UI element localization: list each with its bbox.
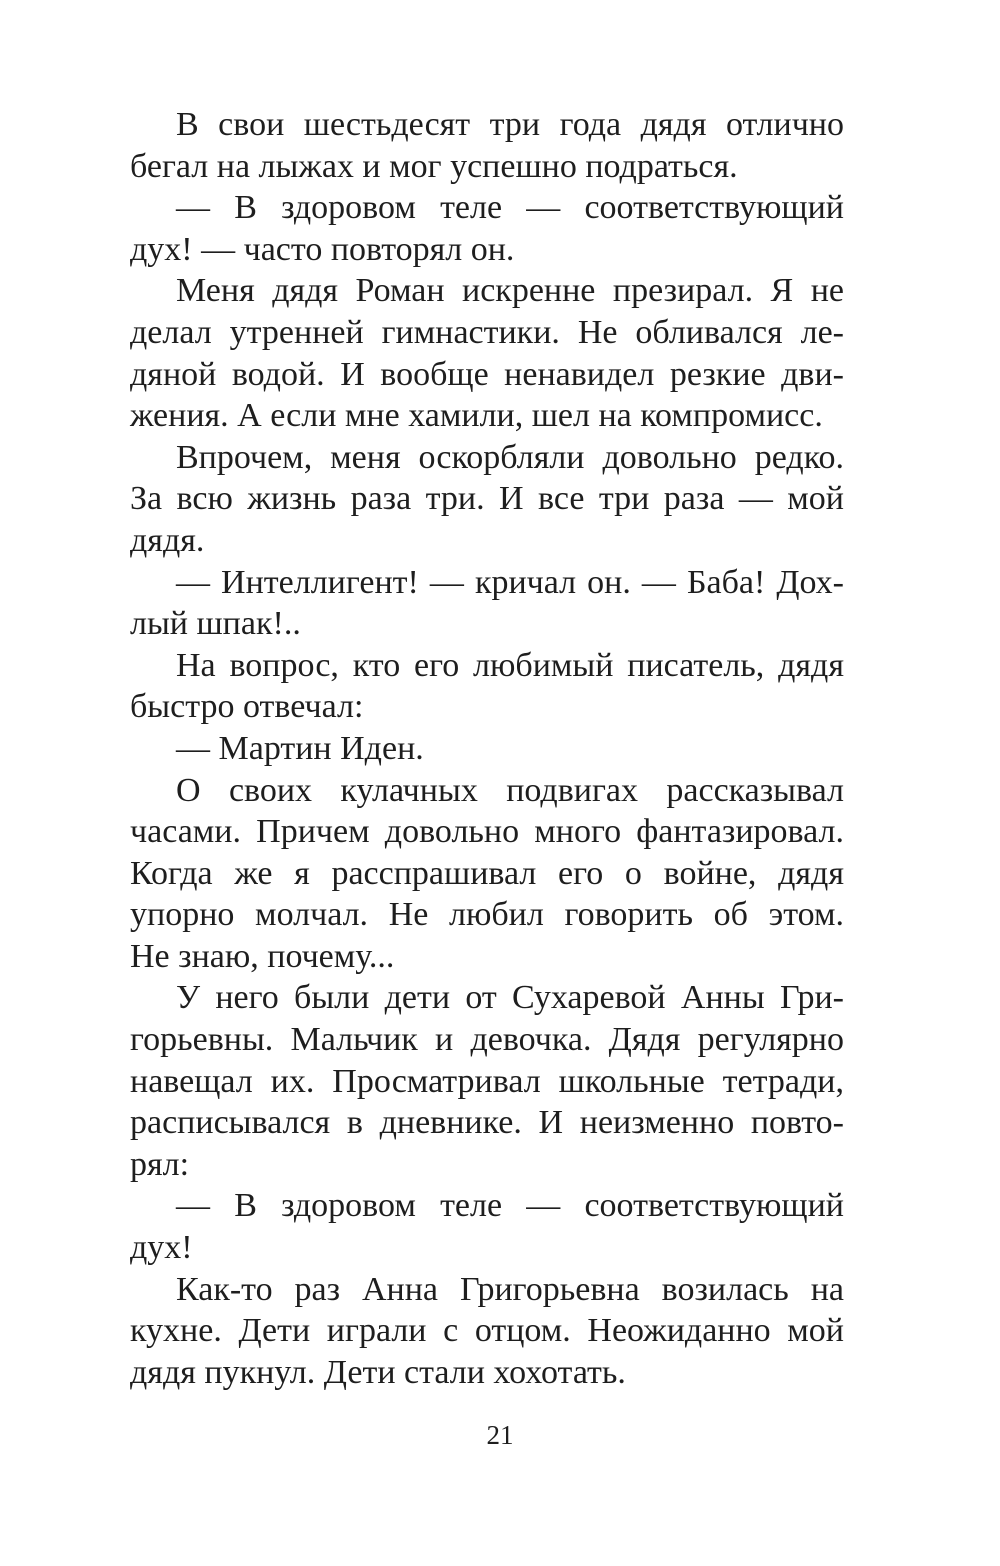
text-line: Не знаю, почему...: [130, 937, 395, 975]
text-line: О своих кулачных подвигах рассказывал: [176, 771, 844, 809]
text-line: делал утренней гимнастики. Не обливался ле-: [130, 313, 844, 351]
text-line: — Интеллигент! — кричал он. — Баба! Дох-: [176, 563, 844, 601]
text-line: бегал на лыжах и мог успешно подраться.: [130, 147, 738, 185]
text-line: Меня дядя Роман искренне презирал. Я не: [176, 272, 844, 310]
text-line: упорно молчал. Не любил говорить об этом.: [130, 896, 844, 934]
text-line: лый шпак!..: [130, 605, 301, 643]
text-line: В свои шестьдесят три года дядя отлично: [176, 106, 844, 143]
text-line: рял:: [130, 1145, 190, 1183]
text-line: У него были дети от Сухаревой Анны Гри-: [176, 979, 844, 1017]
text-line: Как-то раз Анна Григорьевна возилась на: [176, 1270, 844, 1308]
text-line: дух!: [130, 1229, 193, 1267]
text-line: жения. А если мне хамили, шел на компромисс.: [130, 397, 823, 435]
text-line: навещал их. Просматривал школьные тетради,: [130, 1062, 844, 1100]
text-line: — В здоровом теле — соответствующий: [176, 189, 844, 227]
text-line: — Мартин Иден.: [176, 729, 424, 767]
text-line: На вопрос, кто его любимый писатель, дядя: [176, 646, 844, 684]
text-line: часами. Причем довольно много фантазировал.: [130, 813, 844, 851]
text-line: дяной водой. И вообще ненавидел резкие дви-: [130, 355, 844, 393]
body-text: [130, 104, 844, 1393]
text-line: расписывался в дневнике. И неизменно повто-: [130, 1104, 844, 1142]
text-line: горьевны. Мальчик и девочка. Дядя регулярно: [130, 1021, 844, 1059]
text-line: дух! — часто повторял он.: [130, 230, 515, 268]
text-line: Впрочем, меня оскорбляли довольно редко.: [176, 438, 844, 476]
text-line: За всю жизнь раза три. И все три раза — мой: [130, 480, 844, 518]
text-line: — В здоровом теле — соответствующий: [176, 1187, 844, 1225]
text-line: Когда же я расспрашивал его о войне, дядя: [130, 854, 844, 892]
text-line: быстро отвечал:: [130, 688, 364, 726]
text-line: дядя.: [130, 521, 205, 559]
text-line: кухне. Дети играли с отцом. Неожиданно мой: [130, 1312, 844, 1350]
text-line: дядя пукнул. Дети стали хохотать.: [130, 1353, 626, 1391]
page-number: 21: [486, 1420, 514, 1450]
